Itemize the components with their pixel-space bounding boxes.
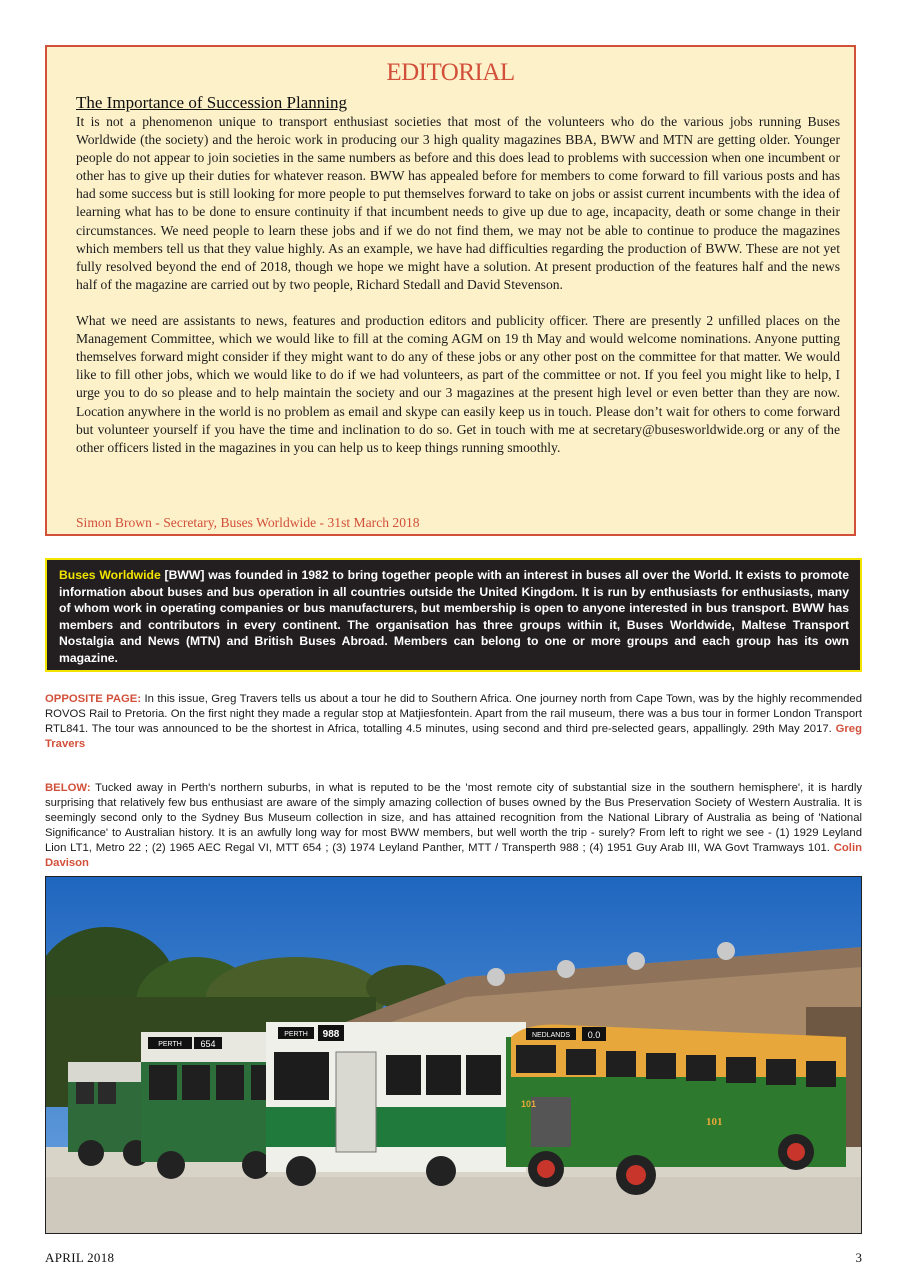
editorial-subtitle: The Importance of Succession Planning (76, 93, 347, 112)
bus-fleet-number: 988 (322, 1029, 340, 1040)
photo-credit: Colin Davison (45, 842, 862, 869)
about-bww-body: [BWW] was founded in 1982 to bring together people with an interest in buses all over the World. It exists to promote information about buses and bus operation in all countries outside the United Kingdom. It is run by enthusiasts for enthusiasts, many of whom work in operating companies or bus manufacturers, but membership is open to anyone interested in bus transport. BWW has members and contributors in every continent. The organisation has three groups within it, Buses Worldwide, Maltese Transport Nostalgia and News (MTN) and British Buses Abroad. Members can belong to one or more groups and each group has its own magazine. (59, 568, 849, 665)
bus-photo-illustration (46, 877, 862, 1234)
editorial-signature: Simon Brown - Secretary, Buses Worldwide - 31st March 2018 (76, 515, 420, 530)
photo-credit: Greg Travers (45, 723, 862, 750)
bus-destination-label: PERTH (284, 1031, 308, 1038)
caption-opposite-page (45, 692, 862, 752)
bus-fleet-number: 101 (521, 1099, 537, 1109)
bus-destination-label: NEDLANDS (531, 1032, 571, 1039)
about-bww-box (45, 558, 862, 672)
about-bww-text (59, 567, 849, 667)
editorial-body (76, 113, 840, 475)
about-bww-highlight: Buses Worldwide (59, 568, 161, 582)
bus-leyland-lion (68, 1062, 149, 1166)
editorial-title: EDITORIAL (386, 59, 515, 86)
bus-fleet-number: 654 (200, 1039, 216, 1049)
caption-below (45, 781, 862, 871)
bus-fleet-number-side: 101 (706, 1116, 723, 1128)
bus-collection-photo (45, 876, 862, 1234)
editorial-box (45, 45, 856, 536)
bus-aec-regal (141, 1032, 281, 1179)
editorial-paragraph: It is not a phenomenon unique to transport enthusiast societies that most of the volunteers who do the various jobs running Buses Worldwide (the society) and the heroic work in producing our 3 high quality magazines BBA, BWW and MTN are getting older. Younger people do not appear to join societies in the same numbers as before and this does lead to problems with succession when one incumbent or other has to give up their duties for whatever reason. BWW has appealed before for members to come forward to fill various posts and has had some success but is still looking for more people to put themselves forward to take on jobs or assist current incumbents with the idea of learning what has to be done to ensure continuity if that incumbent needs to give up due to age, incapacity, death or some change in their circumstances. We need people to learn these jobs and if we do not find them, we may not be able to continue to produce the magazines which members tell us that they value highly. As an example, we have had difficulties regarding the production of BWW. These are not yet fully resolved beyond the end of 2018, though we hope we might have a solution. At present production of the features half and the news half of the magazine are carried out by two people, Richard Stedall and David Stevenson. (76, 114, 840, 292)
bus-route-number: 0.0 (587, 1030, 601, 1040)
footer-issue-date: APRIL 2018 (45, 1250, 115, 1265)
editorial-paragraph: What we need are assistants to news, features and production editors and publicity officer. There are presently 2 unfilled places on the Management Committee, which we would like to fill at the coming AGM on 19 th May and would welcome nominations. Anyone putting themselves forward might consider if they might want to do any of these jobs or any other post on the committee for that matter. We would like to fill other jobs, which we would like to do if we had volunteers, as part of the committee or not. If you feel you might like to help, I urge you to do so please and to help maintain the society and our 3 magazines at the present high level or even better than they are now. Location anywhere in the world is no problem as email and skype can easily keep us in touch. Please don’t wait for others to come forward but volunteer yourself if you have the time and inclination to do so. Get in touch with me at secretary@busesworldwide.org or any of the other officers listed in the magazines in you can help us to keep things running smoothly. (76, 313, 840, 455)
bus-destination-label: PERTH (158, 1041, 182, 1048)
caption-lead: OPPOSITE PAGE: (45, 693, 142, 705)
caption-text: Tucked away in Perth's northern suburbs, in what is reputed to be the 'most remote city of substantial size in the southern hemisphere', it is hardly surprising that relatively few bus enthusiast are aware of the simply amazing collection of buses owned by the Bus Preservation Society of Western Australia. It is seemingly second only to the Sydney Bus Museum collection in size, and has attained recognition from the National Library of Australia as being of 'National Significance' to Australian history. It is an awfully long way for most BWW members, but well worth the trip - surely? From left to right we see - (1) 1929 Leyland Lion LT1, Metro 22 ; (2) 1965 AEC Regal VI, MTT 654 ; (3) 1974 Leyland Panther, MTT / Transperth 988 ; (4) 1951 Guy Arab III, WA Govt Tramways 101. (45, 782, 862, 854)
caption-lead: BELOW: (45, 782, 91, 794)
bus-leyland-panther (266, 1022, 526, 1186)
caption-text: In this issue, Greg Travers tells us about a tour he did to Southern Africa. One journey north from Cape Town, was by the highly recommended ROVOS Rail to Pretoria. On the first night they made a regular stop at Matjiesfontein. Apart from the rail museum, there was a bus tour in former London Transport RTL841. The tour was announced to be the shortest in Africa, totalling 4.5 minutes, using second and third pre-selected gears, appallingly. 29th May 2017. (45, 693, 862, 735)
footer-page-number: 3 (855, 1250, 862, 1265)
